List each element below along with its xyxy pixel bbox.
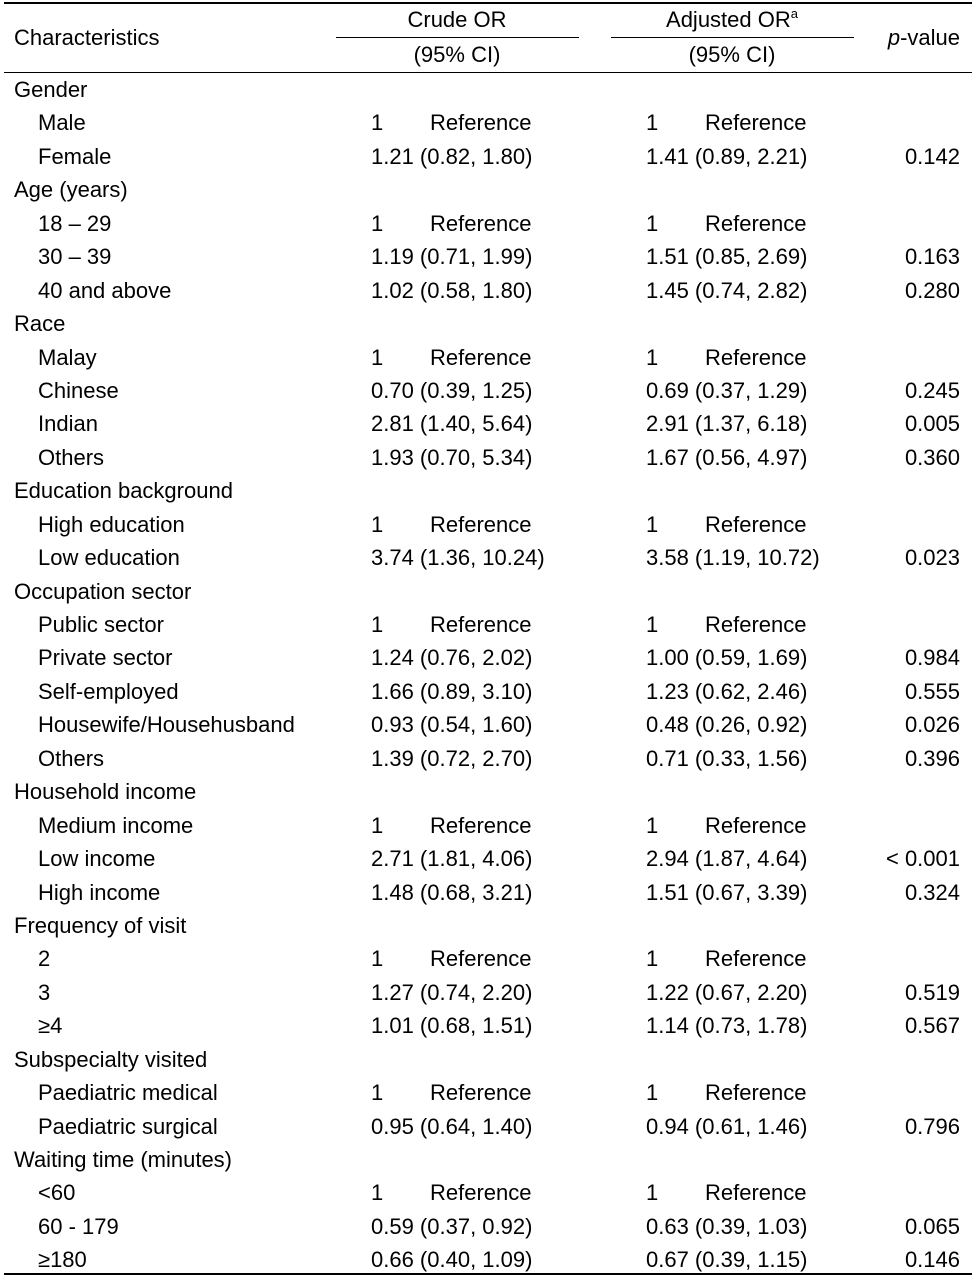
row-label: Paediatric medical: [38, 1080, 218, 1106]
table-row: [0, 675, 976, 708]
table-row: [0, 1009, 976, 1042]
adjusted-or-value: 1: [646, 812, 659, 838]
p-value: 0.026: [904, 712, 960, 738]
crude-or-value: 1.24 (0.76, 2.02): [371, 645, 533, 671]
row-label: Race: [14, 311, 66, 337]
adjusted-or-value: 1.14 (0.73, 1.78): [646, 1013, 808, 1039]
group-row: [0, 775, 976, 808]
table-row: [0, 1210, 976, 1243]
row-label: Paediatric surgical: [38, 1113, 218, 1139]
p-value: 0.519: [904, 979, 960, 1005]
adjusted-or-value: 1.23 (0.62, 2.46): [646, 678, 808, 704]
table-row: [0, 1176, 976, 1209]
crude-or-value: 1: [371, 612, 384, 637]
crude-or-value: 2.71 (1.81, 4.06): [371, 846, 533, 872]
table-row: [0, 942, 976, 975]
adjusted-or-reference: Reference: [705, 511, 807, 537]
crude-or-value: 0.93 (0.54, 1.60): [371, 712, 533, 738]
row-label: Self-employed: [38, 678, 179, 704]
table-row: [0, 1076, 976, 1109]
adjusted-or-reference: Reference: [705, 1180, 807, 1206]
table-bottom-rule: [4, 1273, 972, 1275]
group-row: [0, 73, 976, 106]
row-label: <60: [38, 1180, 76, 1206]
adjusted-or-value: 1: [646, 946, 659, 972]
table-row: [0, 207, 976, 240]
crude-or-reference: Reference: [430, 210, 532, 236]
row-label: 18 – 29: [38, 210, 112, 236]
crude-or-value: 1: [371, 344, 384, 370]
table-top-rule: [4, 2, 972, 4]
row-label: High income: [38, 879, 161, 905]
adjusted-or-value: 1: [646, 511, 659, 537]
p-value: 0.396: [904, 745, 960, 771]
crude-or-value: 1: [371, 1180, 384, 1206]
group-row: [0, 1143, 976, 1176]
adjusted-or-value: 1.45 (0.74, 2.82): [646, 277, 808, 303]
table-row: [0, 1243, 976, 1276]
row-label: Others: [38, 745, 105, 771]
row-label: Private sector: [38, 645, 173, 671]
table-row: [0, 407, 976, 440]
table-row: [0, 742, 976, 775]
group-row: [0, 474, 976, 507]
adjusted-or-text: Adjusted OR: [666, 7, 791, 32]
row-label: Household income: [14, 779, 197, 805]
crude-or-value: 1: [371, 210, 384, 236]
header-characteristics: Characteristics: [14, 25, 160, 50]
crude-or-value: 0.59 (0.37, 0.92): [371, 1213, 533, 1239]
crude-or-value: 1.27 (0.74, 2.20): [371, 979, 533, 1005]
p-value: < 0.001: [885, 846, 960, 872]
row-label: Age (years): [14, 177, 128, 203]
row-label: Chinese: [38, 377, 119, 403]
p-italic: p: [887, 25, 901, 50]
crude-or-value: 0.70 (0.39, 1.25): [371, 377, 533, 403]
group-row: [0, 173, 976, 206]
adjusted-or-value: 1: [646, 344, 659, 370]
row-label: Indian: [38, 411, 98, 437]
crude-or-reference: Reference: [430, 812, 532, 838]
table-row: [0, 508, 976, 541]
p-value: 0.984: [904, 645, 960, 671]
header-adjusted-ci: (95% CI): [688, 42, 776, 67]
adjusted-or-value: 1.00 (0.59, 1.69): [646, 645, 808, 671]
crude-or-value: 1.48 (0.68, 3.21): [371, 879, 533, 905]
adjusted-or-value: 3.58 (1.19, 10.72): [646, 545, 820, 571]
p-value: 0.005: [904, 411, 960, 437]
crude-or-value: 1: [371, 110, 384, 136]
row-label: 40 and above: [38, 277, 172, 303]
table-row: [0, 809, 976, 842]
row-label: 3: [38, 979, 51, 1005]
p-value: 0.324: [904, 879, 960, 905]
table-row: [0, 608, 976, 641]
row-label: ≥180: [38, 1247, 87, 1273]
group-row: [0, 575, 976, 608]
crude-or-value: 1.02 (0.58, 1.80): [371, 277, 533, 303]
adjusted-or-value: 0.63 (0.39, 1.03): [646, 1213, 808, 1239]
adjusted-or-reference: Reference: [705, 110, 807, 136]
adjusted-or-value: 0.67 (0.39, 1.15): [646, 1247, 808, 1273]
crude-or-value: 1: [371, 946, 384, 972]
crude-or-reference: Reference: [430, 511, 532, 537]
table-row: [0, 374, 976, 407]
crude-or-reference: Reference: [430, 946, 532, 972]
crude-or-value: 1.93 (0.70, 5.34): [371, 444, 533, 470]
adjusted-or-value: 1: [646, 1080, 659, 1106]
crude-or-reference: Reference: [430, 1180, 532, 1206]
group-row: [0, 909, 976, 942]
p-value: 0.567: [904, 1013, 960, 1039]
adjusted-or-value: 2.94 (1.87, 4.64): [646, 846, 808, 872]
p-value-suffix: -value: [900, 25, 960, 50]
group-row: [0, 1043, 976, 1076]
row-label: 60 - 179: [38, 1213, 119, 1239]
row-label: Occupation sector: [14, 578, 192, 604]
adjusted-or-reference: Reference: [705, 812, 807, 838]
adjusted-or-value: 0.94 (0.61, 1.46): [646, 1113, 808, 1139]
p-value: 0.280: [904, 277, 960, 303]
row-label: 2: [38, 946, 51, 972]
p-value: 0.555: [904, 678, 960, 704]
crude-or-reference: Reference: [430, 344, 532, 370]
adjusted-or-value: 1: [646, 612, 659, 637]
crude-or-value: 0.66 (0.40, 1.09): [371, 1247, 533, 1273]
table-row: [0, 876, 976, 909]
row-label: Frequency of visit: [14, 912, 187, 938]
p-value: 0.796: [904, 1113, 960, 1139]
adjusted-or-value: 2.91 (1.37, 6.18): [646, 411, 808, 437]
table-row: [0, 641, 976, 674]
table-row: [0, 341, 976, 374]
row-label: High education: [38, 511, 185, 537]
crude-or-value: 1: [371, 812, 384, 838]
row-label: Medium income: [38, 812, 194, 838]
row-label: Housewife/Househusband: [38, 712, 295, 738]
row-label: Education background: [14, 478, 233, 504]
adjusted-or-value: 1.51 (0.85, 2.69): [646, 244, 808, 270]
adjusted-or-value: 1: [646, 210, 659, 236]
row-label: Public sector: [38, 612, 164, 637]
table-row: [0, 541, 976, 574]
row-label: Low income: [38, 846, 156, 872]
adjusted-or-value: 0.48 (0.26, 0.92): [646, 712, 808, 738]
crude-or-value: 1: [371, 1080, 384, 1106]
adjusted-or-value: 1.67 (0.56, 4.97): [646, 444, 808, 470]
table-row: [0, 140, 976, 173]
row-label: Malay: [38, 344, 97, 370]
crude-or-reference: Reference: [430, 612, 532, 637]
crude-or-underline: [336, 37, 579, 38]
adjusted-or-reference: Reference: [705, 210, 807, 236]
row-label: 30 – 39: [38, 244, 112, 270]
table-row: [0, 708, 976, 741]
crude-or-reference: Reference: [430, 1080, 532, 1106]
crude-or-value: 1.66 (0.89, 3.10): [371, 678, 533, 704]
table-body: [0, 73, 976, 1277]
adjusted-or-reference: Reference: [705, 1080, 807, 1106]
row-label: Others: [38, 444, 105, 470]
table-row: [0, 106, 976, 139]
table-row: [0, 842, 976, 875]
table-row: [0, 240, 976, 273]
table-row: [0, 976, 976, 1009]
crude-or-value: 3.74 (1.36, 10.24): [371, 545, 545, 571]
header-p-value: [888, 25, 960, 51]
crude-or-value: 1.19 (0.71, 1.99): [371, 244, 533, 270]
adjusted-or-value: 1.22 (0.67, 2.20): [646, 979, 808, 1005]
crude-or-value: 1: [371, 511, 384, 537]
adjusted-or-value: 0.71 (0.33, 1.56): [646, 745, 808, 771]
crude-or-value: 2.81 (1.40, 5.64): [371, 411, 533, 437]
p-value: 0.245: [904, 377, 960, 403]
adjusted-or-footnote-marker: a: [790, 6, 798, 21]
adjusted-or-reference: Reference: [705, 946, 807, 972]
crude-or-value: 1.21 (0.82, 1.80): [371, 143, 533, 169]
row-label: Female: [38, 143, 112, 169]
adjusted-or-value: 1: [646, 1180, 659, 1206]
p-value: 0.360: [904, 444, 960, 470]
adjusted-or-value: 0.69 (0.37, 1.29): [646, 377, 808, 403]
p-value: 0.065: [904, 1213, 960, 1239]
table-row: [0, 274, 976, 307]
adjusted-or-reference: Reference: [705, 612, 807, 637]
row-label: Male: [38, 110, 86, 136]
row-label: Waiting time (minutes): [14, 1147, 233, 1172]
p-value: 0.023: [904, 545, 960, 571]
row-label: ≥4: [38, 1013, 63, 1039]
row-label: Low education: [38, 545, 180, 571]
crude-or-value: 0.95 (0.64, 1.40): [371, 1113, 533, 1139]
p-value: 0.142: [904, 143, 960, 169]
p-value: 0.163: [904, 244, 960, 270]
adjusted-or-value: 1.51 (0.67, 3.39): [646, 879, 808, 905]
crude-or-value: 1.39 (0.72, 2.70): [371, 745, 533, 771]
header-crude-ci: (95% CI): [413, 42, 501, 67]
crude-or-reference: Reference: [430, 110, 532, 136]
crude-or-value: 1.01 (0.68, 1.51): [371, 1013, 533, 1039]
p-value: 0.146: [904, 1247, 960, 1273]
group-row: [0, 307, 976, 340]
header-crude-or: Crude OR: [407, 7, 507, 32]
table-row: [0, 1110, 976, 1143]
adjusted-or-reference: Reference: [705, 344, 807, 370]
row-label: Gender: [14, 77, 88, 102]
table-row: [0, 441, 976, 474]
header-adjusted-or: [666, 7, 798, 33]
row-label: Subspecialty visited: [14, 1046, 208, 1072]
adjusted-or-value: 1.41 (0.89, 2.21): [646, 143, 808, 169]
adjusted-or-value: 1: [646, 110, 659, 136]
adjusted-or-underline: [611, 37, 854, 38]
